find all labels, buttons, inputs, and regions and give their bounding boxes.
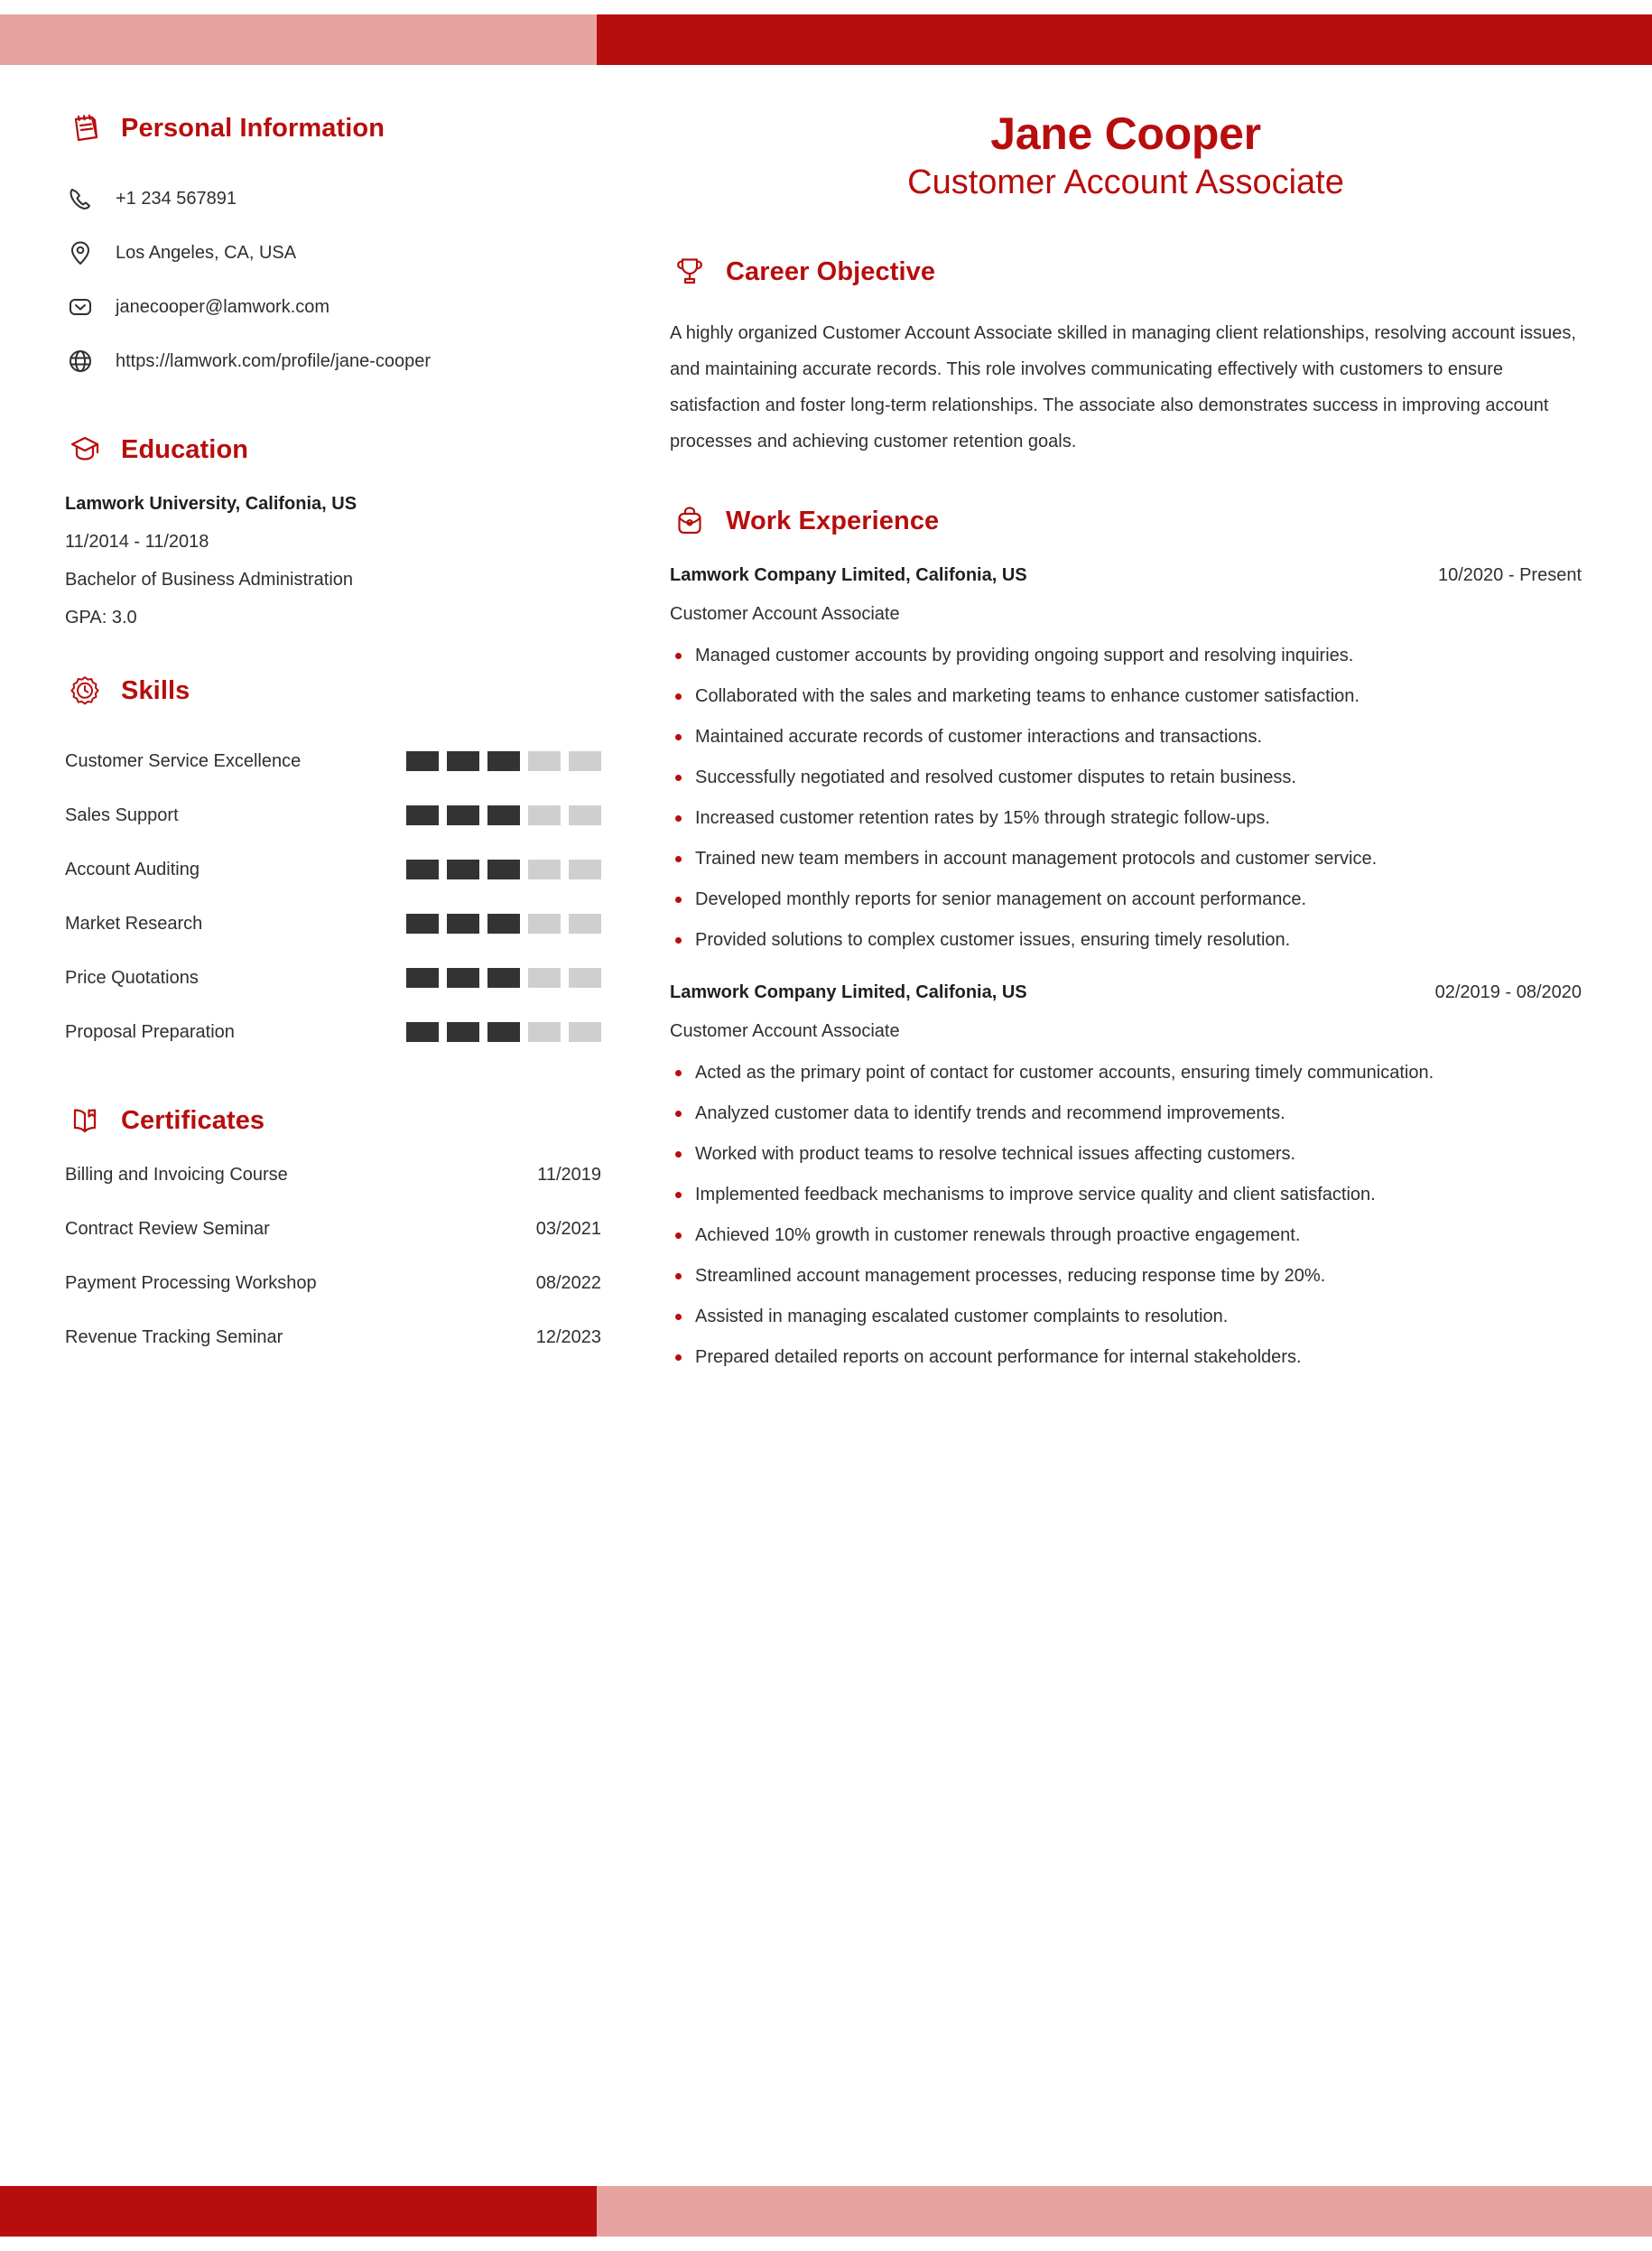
certificate-name: Revenue Tracking Seminar [65, 1327, 283, 1347]
skill-level-meter [406, 968, 601, 988]
job-role: Customer Account Associate [670, 1021, 900, 1042]
skill-row [65, 951, 601, 1005]
job-bullet: Acted as the primary point of contact for customer accounts, ensuring timely communication. [670, 1062, 1582, 1084]
job-bullet: Maintained accurate records of customer interactions and transactions. [670, 726, 1582, 748]
location-icon [65, 237, 96, 268]
contact-location [65, 226, 601, 280]
job-company: Lamwork Company Limited, Califonia, US [670, 982, 1027, 1003]
education-gpa: GPA: 3.0 [65, 608, 137, 628]
skill-level-block [406, 751, 439, 771]
skill-level-block [406, 914, 439, 934]
skill-name: Customer Service Excellence [65, 751, 302, 771]
skill-level-block [487, 860, 520, 879]
work-experience-entry-header [670, 981, 1582, 1003]
career-objective-text: A highly organized Customer Account Associate skilled in managing client relationships, resolving account issues, and maintaining accurate records. This role involves communicating effectively with customers to ensure satisfaction and foster long-term relationships. The associate also demonstrates success in improving account processes and achieving customer retention goals. [670, 323, 1576, 452]
bottom-decorative-bar [0, 2186, 1652, 2237]
certificates-list [65, 1164, 601, 1381]
job-company: Lamwork Company Limited, Califonia, US [670, 565, 1027, 586]
certificate-row [65, 1164, 601, 1218]
job-bullet-list [670, 645, 1582, 951]
personal-information-header [65, 108, 601, 148]
skill-level-block [528, 751, 561, 771]
education-school: Lamwork University, Califonia, US [65, 494, 357, 514]
certificate-name: Billing and Invoicing Course [65, 1165, 288, 1185]
education-degree: Bachelor of Business Administration [65, 570, 354, 590]
skill-level-block [447, 968, 479, 988]
clipboard-icon [65, 108, 105, 148]
certificate-name: Contract Review Seminar [65, 1219, 270, 1239]
job-bullet: Collaborated with the sales and marketing teams to enhance customer satisfaction. [670, 685, 1582, 707]
resume-headline [670, 108, 1582, 205]
work-experience-entry [670, 981, 1582, 1368]
contact-website[interactable] [65, 334, 601, 388]
resume-content [0, 108, 1652, 1422]
skill-level-block [569, 751, 601, 771]
work-experience-entry [670, 564, 1582, 951]
contact-phone [65, 172, 601, 226]
top-bar-light-segment [0, 14, 597, 65]
skill-name: Proposal Preparation [65, 1022, 235, 1042]
skill-level-block [569, 805, 601, 825]
skill-level-meter [406, 805, 601, 825]
skill-level-block [528, 1022, 561, 1042]
certificate-row [65, 1326, 601, 1381]
skill-level-block [528, 968, 561, 988]
skill-level-block [487, 805, 520, 825]
bottom-bar-accent-segment [0, 2186, 597, 2237]
skill-row [65, 842, 601, 897]
skill-level-block [447, 805, 479, 825]
job-bullet: Worked with product teams to resolve technical issues affecting customers. [670, 1143, 1582, 1165]
top-bar-accent-segment [597, 14, 1652, 65]
section-education [65, 430, 601, 629]
work-experience-header [670, 501, 1582, 541]
section-career-objective [670, 252, 1582, 460]
section-title: Career Objective [726, 256, 936, 286]
certificate-date: 08/2022 [535, 1273, 601, 1293]
job-bullet: Successfully negotiated and resolved customer disputes to retain business. [670, 767, 1582, 788]
skill-level-block [406, 968, 439, 988]
section-personal-information [65, 108, 601, 388]
job-bullet: Increased customer retention rates by 15% through strategic follow-ups. [670, 807, 1582, 829]
skill-row [65, 788, 601, 842]
skill-level-block [406, 805, 439, 825]
skill-row [65, 1005, 601, 1059]
job-bullet: Streamlined account management processes, reducing response time by 20%. [670, 1265, 1582, 1287]
contact-location-value: Los Angeles, CA, USA [116, 243, 297, 263]
certificates-header [65, 1101, 601, 1140]
sidebar-column [0, 108, 623, 1422]
section-title: Certificates [121, 1105, 265, 1135]
bottom-bar-light-segment [597, 2186, 1652, 2237]
certificate-date: 11/2019 [537, 1165, 601, 1185]
skill-level-meter [406, 914, 601, 934]
work-experience-list [670, 564, 1582, 1368]
education-dates: 11/2014 - 11/2018 [65, 532, 209, 552]
skill-name: Price Quotations [65, 968, 199, 988]
skill-level-block [447, 914, 479, 934]
skill-level-block [406, 860, 439, 879]
contact-email[interactable] [65, 280, 601, 334]
job-bullet: Implemented feedback mechanisms to improve service quality and client satisfaction. [670, 1184, 1582, 1205]
candidate-job-title: Customer Account Associate [907, 163, 1344, 201]
gear-clock-icon [65, 671, 105, 711]
section-title: Personal Information [121, 113, 385, 143]
contact-website-value: https://lamwork.com/profile/jane-cooper [116, 351, 432, 371]
skill-name: Account Auditing [65, 860, 200, 879]
job-bullet: Developed monthly reports for senior management on account performance. [670, 888, 1582, 910]
certificate-row [65, 1218, 601, 1272]
contact-email-value: janecooper@lamwork.com [116, 297, 330, 317]
email-icon [65, 292, 96, 322]
career-objective-header [670, 252, 1582, 292]
skills-list [65, 734, 601, 1059]
phone-icon [65, 183, 96, 214]
job-bullet: Achieved 10% growth in customer renewals through proactive engagement. [670, 1224, 1582, 1246]
job-bullet: Managed customer accounts by providing ongoing support and resolving inquiries. [670, 645, 1582, 666]
graduation-cap-icon [65, 430, 105, 470]
open-book-icon [65, 1101, 105, 1140]
skill-level-block [569, 968, 601, 988]
skill-level-block [528, 914, 561, 934]
certificate-name: Payment Processing Workshop [65, 1273, 317, 1293]
job-bullet: Provided solutions to complex customer issues, ensuring timely resolution. [670, 929, 1582, 951]
certificate-row [65, 1272, 601, 1326]
section-certificates [65, 1101, 601, 1381]
skill-level-block [569, 860, 601, 879]
skill-level-block [528, 860, 561, 879]
skill-level-block [487, 914, 520, 934]
job-role: Customer Account Associate [670, 604, 900, 625]
job-bullet: Assisted in managing escalated customer complaints to resolution. [670, 1306, 1582, 1327]
job-dates: 02/2019 - 08/2020 [1434, 982, 1582, 1003]
skill-row [65, 897, 601, 951]
main-column [623, 108, 1652, 1409]
skill-level-meter [406, 1022, 601, 1042]
trophy-icon [670, 252, 710, 292]
skill-level-block [487, 968, 520, 988]
skill-level-block [569, 914, 601, 934]
job-dates: 10/2020 - Present [1438, 565, 1582, 586]
skill-level-block [528, 805, 561, 825]
section-work-experience [670, 501, 1582, 1368]
job-bullet-list [670, 1062, 1582, 1368]
skill-level-meter [406, 751, 601, 771]
education-header [65, 430, 601, 470]
job-bullet: Trained new team members in account management protocols and customer service. [670, 848, 1582, 870]
section-skills [65, 671, 601, 1059]
contact-phone-value: +1 234 567891 [116, 189, 237, 209]
briefcase-icon [670, 501, 710, 541]
job-bullet: Prepared detailed reports on account performance for internal stakeholders. [670, 1346, 1582, 1368]
skill-level-block [447, 860, 479, 879]
skill-level-block [406, 1022, 439, 1042]
skill-level-block [447, 1022, 479, 1042]
skill-name: Market Research [65, 914, 203, 934]
section-title: Work Experience [726, 506, 940, 535]
section-title: Skills [121, 675, 190, 705]
skill-name: Sales Support [65, 805, 179, 825]
skill-level-block [569, 1022, 601, 1042]
work-experience-entry-header [670, 564, 1582, 586]
candidate-name: Jane Cooper [990, 108, 1261, 159]
skill-level-block [487, 751, 520, 771]
skills-header [65, 671, 601, 711]
globe-icon [65, 346, 96, 377]
skill-level-meter [406, 860, 601, 879]
skill-level-block [447, 751, 479, 771]
job-bullet: Analyzed customer data to identify trends and recommend improvements. [670, 1102, 1582, 1124]
skill-row [65, 734, 601, 788]
certificate-date: 03/2021 [535, 1219, 601, 1239]
section-title: Education [121, 434, 249, 464]
skill-level-block [487, 1022, 520, 1042]
top-decorative-bar [0, 14, 1652, 65]
certificate-date: 12/2023 [535, 1327, 601, 1347]
